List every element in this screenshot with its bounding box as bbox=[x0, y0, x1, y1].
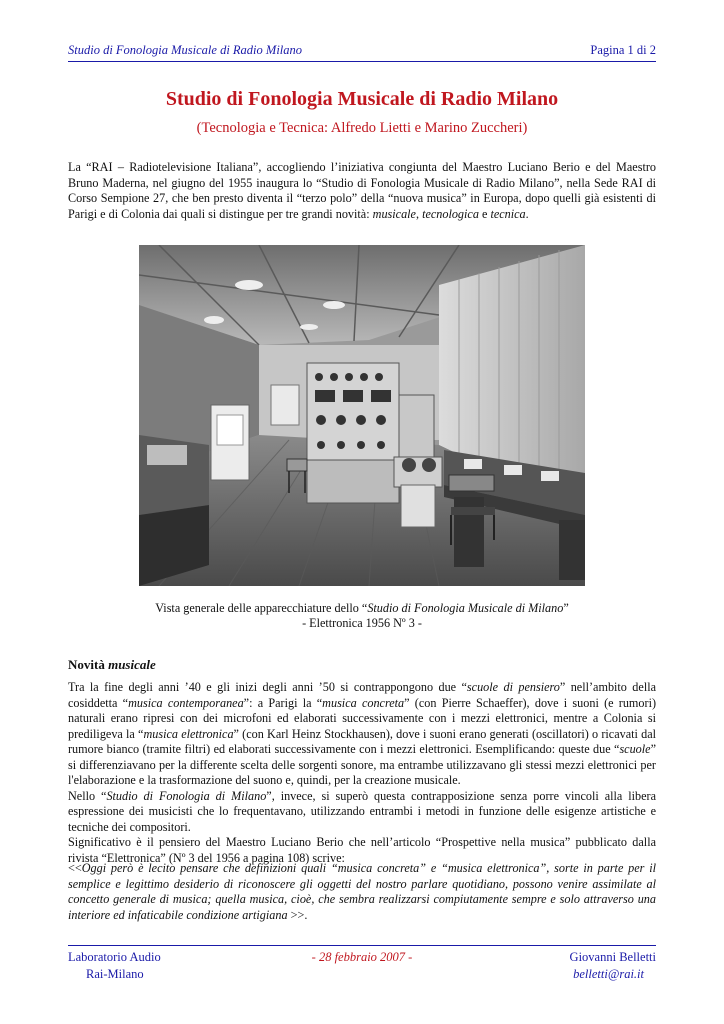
berio-quote: <<Oggi però è lecito pensare che definizioni quali “musica concreta” e “musica elettronica”, sorte in parte per il semplice e legittimo desiderio di riconoscere gli oggetti del nostro parlare quotidiano, possono venire assimilate al concetto generale di musica; quella musica, cioè, che sembra realizzarsi compiutamente sempre e solo attraverso una interiore ed infaticabile condizione artigiana >>. bbox=[68, 861, 656, 922]
footer-department: Laboratorio Audio bbox=[68, 950, 161, 964]
footer-date: - 28 febbraio 2007 - bbox=[311, 950, 413, 964]
document-title: Studio di Fonologia Musicale di Radio Milano bbox=[165, 88, 559, 110]
footer-divider bbox=[68, 945, 656, 946]
photo-caption bbox=[68, 601, 656, 631]
caption-line-1: Vista generale delle apparecchiature dello “Studio di Fonologia Musicale di Milano” bbox=[155, 601, 569, 615]
page-header bbox=[68, 43, 656, 62]
body-paragraph-3: Significativo è il pensiero del Maestro Luciano Berio che nell’articolo “Prospettive nella musica” pubblicato dalla rivista “Elettronica” (Nº 3 del 1956 a pagina 108) scrive: bbox=[68, 835, 656, 865]
body-paragraph-1: Tra la fine degli anni ’40 e gli inizi degli anni ’50 si contrappongono due “scuole di pensiero” nell’ambito della cosiddetta “musica contemporanea”: a Parigi la “musica concreta” (con Pierre Schaeffer), dove i suoni (e rumori) naturali erano ripresi con dei microfoni ed elaborati successivamente con i mezzi elettronici, mentre a Colonia si prediligeva la “musica elettronica” (con Karl Heinz Stockhausen), dove i suoni erano generati (oscillatori) o ricavati dal rumore bianco (tramite filtri) ed elaborati successivamente con i mezzi elettronici. Esemplificando: queste due “scuole” si differenziavano per la differente scelta delle sorgenti sonore, ma entrambe utilizzavano gli stessi mezzi elettronici per l'elaborazione e la trasformazione del suono e, quindi, per la creazione musicale. bbox=[68, 680, 657, 787]
section-heading: Novità musicale bbox=[68, 657, 156, 672]
header-document-title: Studio di Fonologia Musicale di Radio Milano bbox=[68, 43, 303, 57]
intro-paragraph: La “RAI – Radiotelevisione Italiana”, accogliendo l’iniziativa congiunta del Maestro Luciano Berio e del Maestro Bruno Maderna, nel giugno del 1955 inaugura lo “Studio di Fonologia Musicale di Radio Milano”, nella Sede RAI di Corso Sempione 27, che ben presto diventa il “terzo polo” della “nuova musica” in Europa, dopo quelli già esistenti di Parigi e di Colonia dai quali si distingue per tre grandi novità: musicale, tecnologica e tecnica. bbox=[68, 160, 656, 221]
footer-author: Giovanni Belletti bbox=[569, 950, 656, 964]
section-body bbox=[68, 680, 656, 866]
caption-line-2: - Elettronica 1956 Nº 3 - bbox=[302, 616, 422, 630]
studio-photo bbox=[139, 245, 585, 586]
body-paragraph-2: Nello “Studio di Fonologia di Milano”, invece, si superò questa contrapposizione senza porre vincoli alla libera espressione dei musicisti che lo frequentavano, utilizzando entrambi i metodi in funzione delle esigenze artistiche e tecniche dei compositori. bbox=[68, 788, 656, 834]
document-subtitle: (Tecnologia e Tecnica: Alfredo Lietti e Marino Zuccheri) bbox=[196, 120, 528, 136]
footer-email: belletti@rai.it bbox=[573, 967, 644, 981]
footer-location: Rai-Milano bbox=[86, 967, 144, 981]
header-page-number: Pagina 1 di 2 bbox=[590, 43, 656, 57]
